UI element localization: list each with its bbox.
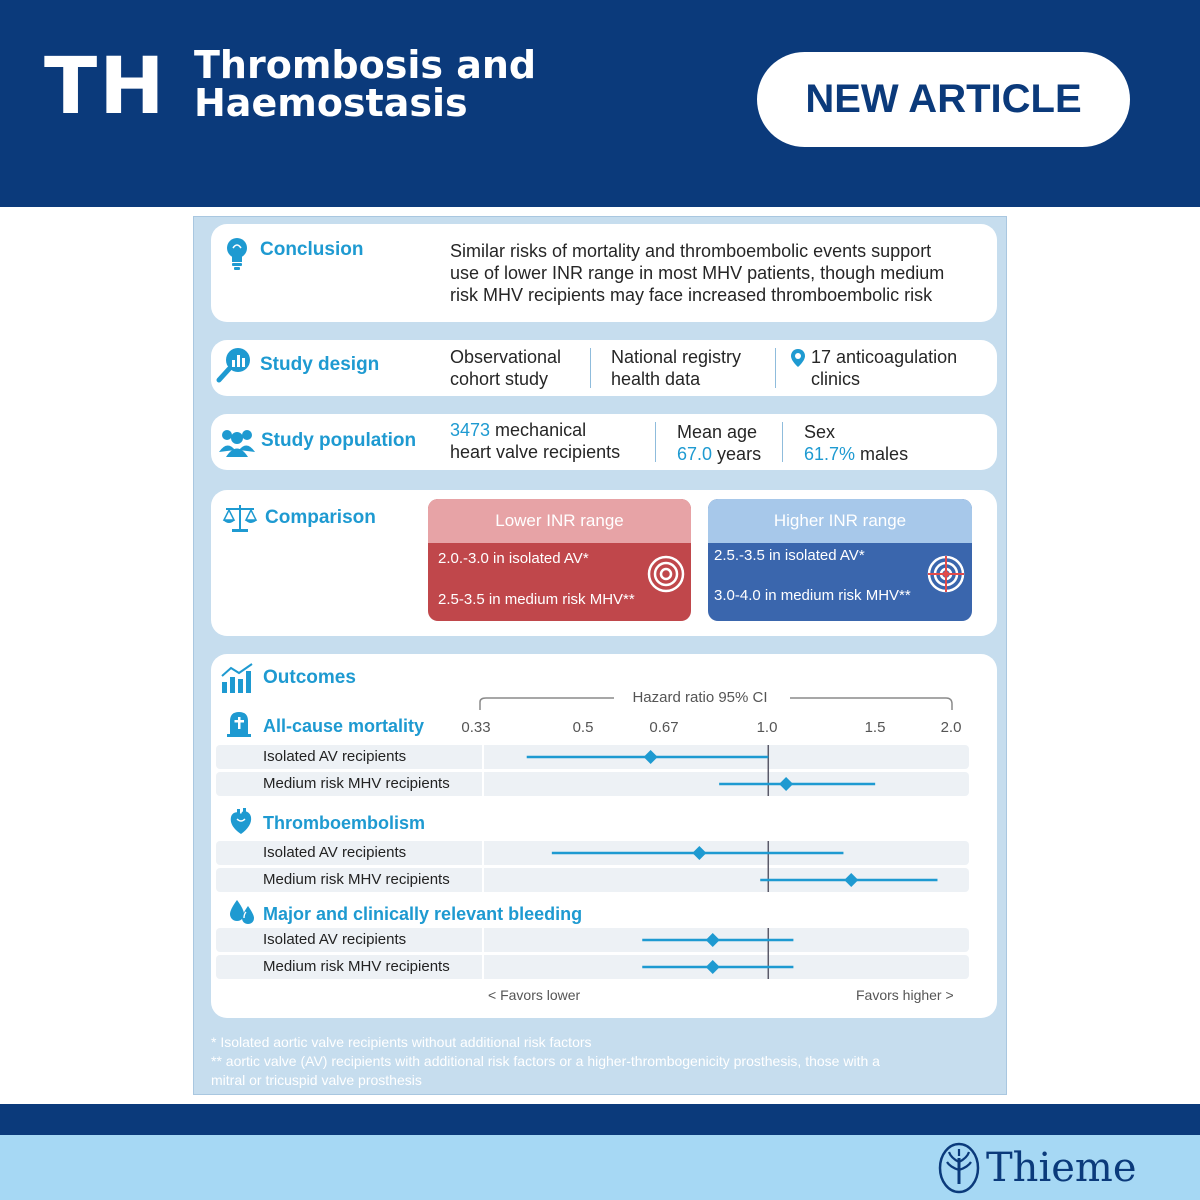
footnote-2: ** aortic valve (AV) recipients with additional risk factors or a higher-thrombogenicity prosthesis, those with a: [211, 1053, 880, 1069]
study-population-title: Study population: [261, 430, 417, 451]
design-source-line: health data: [611, 369, 701, 389]
age-label: Mean age: [677, 422, 758, 442]
conclusion-line: Similar risks of mortality and thromboembolic events support: [450, 241, 932, 261]
footer-bar: [0, 1104, 1200, 1135]
conclusion-title: Conclusion: [260, 239, 364, 260]
sex-value: 61.7%: [804, 444, 856, 464]
bleeding-title: Major and clinically relevant bleeding: [263, 904, 583, 924]
hr-point: [779, 777, 793, 791]
row-label: Isolated AV recipients: [263, 931, 407, 948]
sex-label: Sex: [804, 422, 836, 442]
tick-label: 2.0: [940, 719, 962, 736]
row-label: Medium risk MHV recipients: [263, 871, 450, 888]
design-clinics-line: clinics: [811, 369, 861, 389]
row-label: Medium risk MHV recipients: [263, 775, 450, 792]
higher-inr-mhv: 3.0-4.0 in medium risk MHV**: [714, 587, 911, 604]
tick-label: 1.5: [864, 719, 886, 736]
row-label: Medium risk MHV recipients: [263, 958, 450, 975]
mortality-title: All-cause mortality: [263, 716, 425, 736]
thromboembolism-title: Thromboembolism: [263, 813, 426, 833]
lower-inr-av: 2.0.-3.0 in isolated AV*: [438, 550, 589, 567]
outcomes-title: Outcomes: [263, 667, 356, 688]
age-unit: years: [712, 444, 762, 464]
hr-point: [706, 960, 720, 974]
study-design-title: Study design: [260, 354, 380, 375]
higher-inr-header: Higher INR range: [708, 499, 972, 543]
tick-label: 0.67: [649, 719, 679, 736]
hr-point: [844, 873, 858, 887]
hr-point: [692, 846, 706, 860]
higher-inr-av: 2.5.-3.5 in isolated AV*: [714, 547, 865, 564]
design-clinics-line: 17 anticoagulation: [811, 347, 958, 367]
row-label: Isolated AV recipients: [263, 748, 407, 765]
design-type-line: Observational: [450, 347, 562, 367]
conclusion-line: risk MHV recipients may face increased thromboembolic risk: [450, 285, 933, 305]
conclusion-line: use of lower INR range in most MHV patients, though medium: [450, 263, 945, 283]
population-count-line2: heart valve recipients: [450, 442, 621, 462]
tick-label: 0.5: [572, 719, 594, 736]
footnote-3: mitral or tricuspid valve prosthesis: [211, 1072, 422, 1088]
favors-higher-label: Favors higher >: [856, 987, 954, 1003]
population-count-text: mechanical: [490, 420, 587, 440]
favors-lower-label: < Favors lower: [488, 987, 581, 1003]
lower-inr-header: Lower INR range: [428, 499, 691, 543]
tick-label: 0.33: [461, 719, 491, 736]
journal-name-line1: Thrombosis and: [194, 43, 537, 87]
age-value: 67.0: [677, 444, 713, 464]
design-source-line: National registry: [611, 347, 742, 367]
row-label: Isolated AV recipients: [263, 844, 407, 861]
comparison-title: Comparison: [265, 507, 376, 528]
new-article-badge: NEW ARTICLE: [757, 52, 1130, 147]
journal-logo: TH: [44, 42, 167, 132]
axis-title: Hazard ratio 95% CI: [632, 689, 768, 706]
hr-point: [706, 933, 720, 947]
hr-point: [644, 750, 658, 764]
lower-inr-mhv: 2.5-3.5 in medium risk MHV**: [438, 591, 635, 608]
design-type-line: cohort study: [450, 369, 549, 389]
journal-name-line2: Haemostasis: [194, 81, 468, 125]
sex-unit: males: [855, 444, 909, 464]
thieme-tree-logo-icon: [938, 1142, 980, 1194]
tick-label: 1.0: [756, 719, 778, 736]
population-count-value: 3473: [450, 420, 491, 440]
publisher-logo: Thieme: [986, 1145, 1137, 1191]
footnote-1: * Isolated aortic valve recipients without additional risk factors: [211, 1034, 592, 1050]
